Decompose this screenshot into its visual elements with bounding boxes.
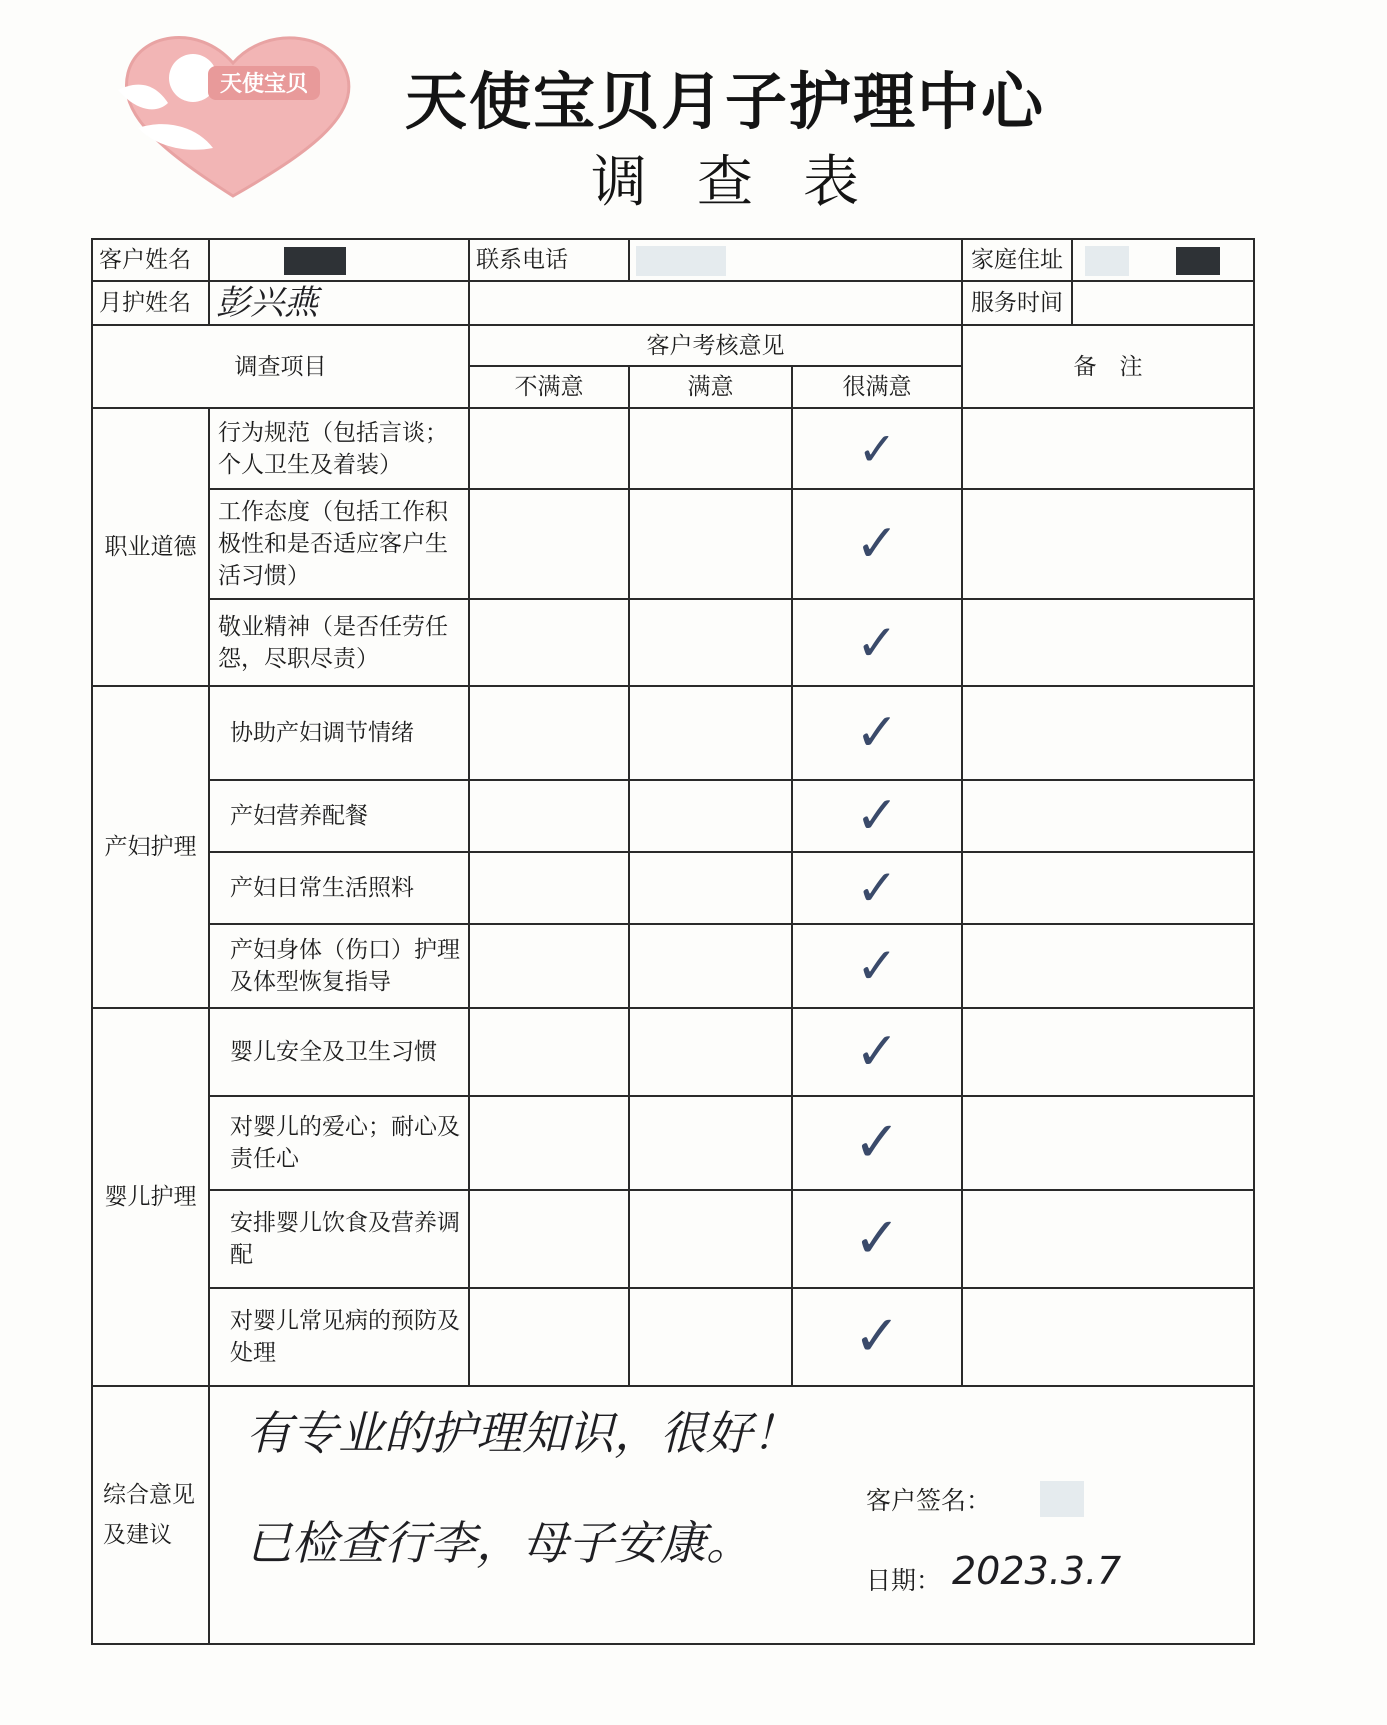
signature-value [1040, 1481, 1084, 1517]
table-row [92, 599, 1254, 686]
survey-item: 对婴儿常见病的预防及处理 [209, 1288, 469, 1386]
form-title: 天使宝贝月子护理中心 [404, 65, 1045, 138]
survey-item: 产妇营养配餐 [209, 780, 469, 852]
section-name: 职业道德 [92, 408, 209, 686]
service-time-label: 服务时间 [963, 282, 1073, 324]
table-row [92, 1288, 1254, 1386]
survey-table [91, 238, 1255, 1645]
comment-line-2: 已检查行李，母子安康。 [246, 1516, 752, 1570]
check-mark: ✓ [792, 1288, 962, 1386]
check-mark: ✓ [792, 1190, 962, 1288]
survey-item: 敬业精神（是否任劳任怨，尽职尽责） [209, 599, 469, 686]
survey-item: 对婴儿的爱心；耐心及责任心 [209, 1096, 469, 1190]
phone-label: 联系电话 [469, 239, 629, 281]
section-name: 产妇护理 [92, 686, 209, 1008]
nurse-name-value: 彭兴燕 [209, 281, 469, 325]
opinion-header: 客户考核意见 [469, 325, 962, 366]
table-row [92, 924, 1254, 1008]
date-label: 日期： [866, 1566, 942, 1595]
survey-item: 工作态度（包括工作积极性和是否适应客户生活习惯） [209, 489, 469, 599]
col-very-satisfied: 很满意 [792, 366, 962, 408]
check-mark: ✓ [792, 686, 962, 780]
phone-value [629, 239, 962, 281]
table-row [92, 1008, 1254, 1096]
comments-row [92, 1386, 1254, 1644]
col-satisfied: 满意 [629, 366, 792, 408]
table-row [92, 489, 1254, 599]
check-mark: ✓ [792, 852, 962, 924]
item-header: 调查项目 [92, 325, 469, 408]
form-subtitle: 调查表 [591, 150, 909, 215]
customer-name-value [209, 239, 469, 281]
table-row [92, 1096, 1254, 1190]
table-row [92, 852, 1254, 924]
customer-name-label: 客户姓名 [92, 239, 209, 281]
survey-item: 行为规范（包括言谈；个人卫生及着装） [209, 408, 469, 489]
address-value [1073, 244, 1253, 276]
address-label: 家庭住址 [963, 240, 1073, 280]
check-mark: ✓ [792, 408, 962, 489]
survey-item: 婴儿安全及卫生习惯 [209, 1008, 469, 1096]
check-mark: ✓ [792, 780, 962, 852]
check-mark: ✓ [792, 1008, 962, 1096]
check-mark: ✓ [792, 489, 962, 599]
table-row [92, 780, 1254, 852]
survey-item: 安排婴儿饮食及营养调配 [209, 1190, 469, 1288]
survey-item: 产妇日常生活照料 [209, 852, 469, 924]
comments-cell [209, 1386, 1254, 1644]
check-mark: ✓ [792, 1096, 962, 1190]
logo-text: 天使宝贝 [219, 72, 309, 97]
blank-cell [469, 281, 962, 325]
date-value: 2023.3.7 [952, 1549, 1122, 1593]
nurse-name-label: 月护姓名 [92, 281, 209, 325]
col-unsatisfied: 不满意 [469, 366, 629, 408]
signature-label: 客户签名： [866, 1486, 992, 1515]
survey-item: 产妇身体（伤口）护理及体型恢复指导 [209, 924, 469, 1008]
check-mark: ✓ [792, 599, 962, 686]
table-row [92, 1190, 1254, 1288]
table-row [92, 686, 1254, 780]
comment-line-1: 有专业的护理知识，很好！ [246, 1406, 798, 1460]
survey-item: 协助产妇调节情绪 [209, 686, 469, 780]
heart-logo [98, 18, 368, 203]
table-row [92, 408, 1254, 489]
remarks-header: 备 注 [962, 325, 1254, 408]
section-name: 婴儿护理 [92, 1008, 209, 1386]
comments-label: 综合意见及建议 [92, 1386, 209, 1644]
check-mark: ✓ [792, 924, 962, 1008]
